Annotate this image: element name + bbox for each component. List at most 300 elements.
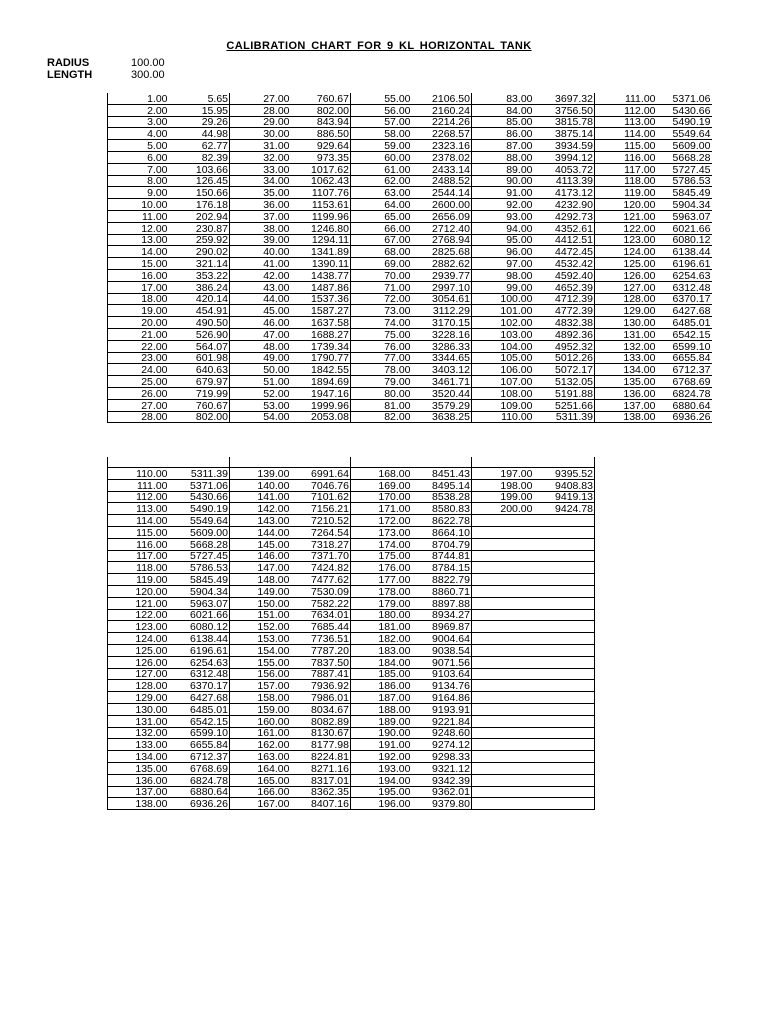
volume-cell bbox=[534, 550, 595, 562]
volume-cell: 5549.64 bbox=[657, 128, 712, 140]
height-cell: 89.00 bbox=[472, 163, 534, 175]
table-row bbox=[108, 140, 712, 152]
volume-cell: 9071.56 bbox=[412, 656, 472, 668]
height-cell: 46.00 bbox=[230, 317, 291, 329]
table-row bbox=[108, 399, 712, 411]
height-cell: 109.00 bbox=[472, 399, 534, 411]
height-cell bbox=[472, 680, 534, 692]
volume-cell bbox=[534, 574, 595, 586]
radius-value: 100.00 bbox=[131, 57, 165, 69]
height-cell: 123.00 bbox=[108, 621, 169, 633]
height-cell: 134.00 bbox=[108, 751, 169, 763]
height-cell: 169.00 bbox=[351, 479, 412, 491]
volume-cell: 230.87 bbox=[169, 222, 230, 234]
height-cell: 55.00 bbox=[351, 93, 412, 104]
height-cell: 130.00 bbox=[108, 703, 169, 715]
height-cell: 83.00 bbox=[472, 93, 534, 104]
height-cell: 5.00 bbox=[108, 140, 169, 152]
height-cell bbox=[472, 751, 534, 763]
volume-cell: 353.22 bbox=[169, 269, 230, 281]
height-cell bbox=[472, 644, 534, 656]
volume-cell bbox=[534, 762, 595, 774]
table-row bbox=[108, 163, 712, 175]
height-cell bbox=[472, 597, 534, 609]
table-row bbox=[108, 199, 712, 211]
height-cell: 187.00 bbox=[351, 692, 412, 704]
height-cell: 137.00 bbox=[595, 399, 657, 411]
height-cell bbox=[472, 562, 534, 574]
volume-cell: 2600.00 bbox=[412, 199, 472, 211]
height-cell: 129.00 bbox=[595, 305, 657, 317]
table-row bbox=[108, 104, 712, 116]
volume-cell: 7156.21 bbox=[291, 503, 351, 515]
height-cell: 105.00 bbox=[472, 352, 534, 364]
height-cell: 119.00 bbox=[595, 187, 657, 199]
volume-cell: 7318.27 bbox=[291, 538, 351, 550]
height-cell: 140.00 bbox=[230, 479, 291, 491]
height-cell: 41.00 bbox=[230, 258, 291, 270]
volume-cell: 2053.08 bbox=[291, 411, 351, 423]
volume-cell: 5430.66 bbox=[169, 491, 230, 503]
height-cell: 47.00 bbox=[230, 328, 291, 340]
height-cell: 24.00 bbox=[108, 364, 169, 376]
volume-cell: 6196.61 bbox=[657, 258, 712, 270]
height-cell: 110.00 bbox=[108, 468, 169, 480]
volume-cell: 526.90 bbox=[169, 328, 230, 340]
height-cell: 116.00 bbox=[595, 151, 657, 163]
volume-cell: 5549.64 bbox=[169, 515, 230, 527]
volume-cell: 6254.63 bbox=[169, 656, 230, 668]
height-cell: 40.00 bbox=[230, 246, 291, 258]
volume-cell: 1688.27 bbox=[291, 328, 351, 340]
volume-cell bbox=[534, 786, 595, 798]
height-cell: 50.00 bbox=[230, 364, 291, 376]
volume-cell: 679.97 bbox=[169, 376, 230, 388]
volume-cell: 8934.27 bbox=[412, 609, 472, 621]
table-row bbox=[108, 798, 595, 810]
volume-cell: 2825.68 bbox=[412, 246, 472, 258]
volume-cell: 9362.01 bbox=[412, 786, 472, 798]
height-cell: 143.00 bbox=[230, 515, 291, 527]
height-cell: 113.00 bbox=[595, 116, 657, 128]
height-cell: 32.00 bbox=[230, 151, 291, 163]
height-cell: 189.00 bbox=[351, 715, 412, 727]
volume-cell: 3520.44 bbox=[412, 387, 472, 399]
height-cell: 76.00 bbox=[351, 340, 412, 352]
height-cell bbox=[472, 798, 534, 810]
height-cell: 60.00 bbox=[351, 151, 412, 163]
volume-cell: 7046.76 bbox=[291, 479, 351, 491]
height-cell: 63.00 bbox=[351, 187, 412, 199]
volume-cell: 2378.02 bbox=[412, 151, 472, 163]
table-row bbox=[108, 656, 595, 668]
volume-cell: 640.63 bbox=[169, 364, 230, 376]
height-cell: 42.00 bbox=[230, 269, 291, 281]
height-cell: 136.00 bbox=[595, 387, 657, 399]
volume-cell: 4652.39 bbox=[534, 281, 595, 293]
height-cell: 168.00 bbox=[351, 468, 412, 480]
volume-cell: 3403.12 bbox=[412, 364, 472, 376]
height-cell: 157.00 bbox=[230, 680, 291, 692]
volume-cell: 7685.44 bbox=[291, 621, 351, 633]
table-row bbox=[108, 703, 595, 715]
height-cell: 192.00 bbox=[351, 751, 412, 763]
volume-cell: 6021.66 bbox=[169, 609, 230, 621]
height-cell: 112.00 bbox=[108, 491, 169, 503]
volume-cell: 6880.64 bbox=[657, 399, 712, 411]
volume-cell: 6991.64 bbox=[291, 468, 351, 480]
volume-cell: 8897.88 bbox=[412, 597, 472, 609]
volume-cell: 1062.43 bbox=[291, 175, 351, 187]
height-cell bbox=[472, 621, 534, 633]
volume-cell: 8860.71 bbox=[412, 585, 472, 597]
height-cell: 88.00 bbox=[472, 151, 534, 163]
height-cell: 144.00 bbox=[230, 526, 291, 538]
height-cell: 112.00 bbox=[595, 104, 657, 116]
height-cell: 68.00 bbox=[351, 246, 412, 258]
height-cell: 126.00 bbox=[595, 269, 657, 281]
height-cell: 8.00 bbox=[108, 175, 169, 187]
height-cell: 172.00 bbox=[351, 515, 412, 527]
height-cell: 166.00 bbox=[230, 786, 291, 798]
volume-cell: 2882.62 bbox=[412, 258, 472, 270]
height-cell: 96.00 bbox=[472, 246, 534, 258]
height-cell: 180.00 bbox=[351, 609, 412, 621]
volume-cell: 9103.64 bbox=[412, 668, 472, 680]
height-cell: 133.00 bbox=[108, 739, 169, 751]
volume-cell: 7210.52 bbox=[291, 515, 351, 527]
table-row bbox=[108, 633, 595, 645]
height-cell: 128.00 bbox=[595, 293, 657, 305]
volume-cell: 8451.43 bbox=[412, 468, 472, 480]
volume-cell: 564.07 bbox=[169, 340, 230, 352]
volume-cell: 9321.12 bbox=[412, 762, 472, 774]
volume-cell: 8034.67 bbox=[291, 703, 351, 715]
volume-cell: 1199.96 bbox=[291, 210, 351, 222]
volume-cell: 886.50 bbox=[291, 128, 351, 140]
volume-cell: 321.14 bbox=[169, 258, 230, 270]
volume-cell: 4412.51 bbox=[534, 234, 595, 246]
volume-cell: 3286.33 bbox=[412, 340, 472, 352]
volume-cell: 9424.78 bbox=[534, 503, 595, 515]
height-cell: 27.00 bbox=[108, 399, 169, 411]
volume-cell: 5371.06 bbox=[657, 93, 712, 104]
volume-cell: 4113.39 bbox=[534, 175, 595, 187]
volume-cell: 6824.78 bbox=[657, 387, 712, 399]
volume-cell: 6485.01 bbox=[169, 703, 230, 715]
height-cell: 86.00 bbox=[472, 128, 534, 140]
height-cell: 99.00 bbox=[472, 281, 534, 293]
volume-cell: 5668.28 bbox=[169, 538, 230, 550]
height-cell bbox=[472, 609, 534, 621]
volume-cell: 5311.39 bbox=[534, 411, 595, 423]
volume-cell: 7887.41 bbox=[291, 668, 351, 680]
height-cell: 193.00 bbox=[351, 762, 412, 774]
height-cell: 19.00 bbox=[108, 305, 169, 317]
volume-cell: 802.00 bbox=[169, 411, 230, 423]
height-cell: 132.00 bbox=[108, 727, 169, 739]
height-cell: 26.00 bbox=[108, 387, 169, 399]
table-row bbox=[108, 116, 712, 128]
volume-cell bbox=[534, 585, 595, 597]
volume-cell: 5490.19 bbox=[657, 116, 712, 128]
volume-cell: 7582.22 bbox=[291, 597, 351, 609]
height-cell: 163.00 bbox=[230, 751, 291, 763]
volume-cell: 8407.16 bbox=[291, 798, 351, 810]
volume-cell: 103.66 bbox=[169, 163, 230, 175]
volume-cell bbox=[534, 798, 595, 810]
volume-cell: 9342.39 bbox=[412, 774, 472, 786]
volume-cell: 5.65 bbox=[169, 93, 230, 104]
height-cell: 178.00 bbox=[351, 585, 412, 597]
height-cell bbox=[472, 774, 534, 786]
height-cell: 117.00 bbox=[595, 163, 657, 175]
volume-cell: 6138.44 bbox=[169, 633, 230, 645]
height-cell: 38.00 bbox=[230, 222, 291, 234]
volume-cell: 490.50 bbox=[169, 317, 230, 329]
volume-cell: 6655.84 bbox=[169, 739, 230, 751]
height-cell: 103.00 bbox=[472, 328, 534, 340]
table-row bbox=[108, 376, 712, 388]
radius-label: RADIUS bbox=[47, 57, 90, 69]
table-row bbox=[108, 692, 595, 704]
volume-cell: 5371.06 bbox=[169, 479, 230, 491]
height-cell: 131.00 bbox=[595, 328, 657, 340]
height-cell: 162.00 bbox=[230, 739, 291, 751]
height-cell: 148.00 bbox=[230, 574, 291, 586]
volume-cell: 9395.52 bbox=[534, 468, 595, 480]
height-cell: 119.00 bbox=[108, 574, 169, 586]
height-cell: 171.00 bbox=[351, 503, 412, 515]
volume-cell: 1894.69 bbox=[291, 376, 351, 388]
volume-cell bbox=[534, 680, 595, 692]
volume-cell: 7736.51 bbox=[291, 633, 351, 645]
volume-cell: 6427.68 bbox=[169, 692, 230, 704]
height-cell: 167.00 bbox=[230, 798, 291, 810]
volume-cell: 6768.69 bbox=[169, 762, 230, 774]
height-cell: 191.00 bbox=[351, 739, 412, 751]
volume-cell: 176.18 bbox=[169, 199, 230, 211]
volume-cell: 601.98 bbox=[169, 352, 230, 364]
volume-cell: 2323.16 bbox=[412, 140, 472, 152]
height-cell: 194.00 bbox=[351, 774, 412, 786]
volume-cell: 6712.37 bbox=[657, 364, 712, 376]
volume-cell: 5963.07 bbox=[169, 597, 230, 609]
spacer-row bbox=[108, 457, 595, 468]
table-row bbox=[108, 411, 712, 423]
height-cell: 153.00 bbox=[230, 633, 291, 645]
volume-cell bbox=[534, 644, 595, 656]
height-cell: 197.00 bbox=[472, 468, 534, 480]
volume-cell: 290.02 bbox=[169, 246, 230, 258]
calibration-table-part-2 bbox=[107, 457, 595, 810]
volume-cell: 1637.58 bbox=[291, 317, 351, 329]
height-cell: 28.00 bbox=[108, 411, 169, 423]
volume-cell: 6936.26 bbox=[169, 798, 230, 810]
height-cell: 94.00 bbox=[472, 222, 534, 234]
height-cell: 123.00 bbox=[595, 234, 657, 246]
volume-cell: 2488.52 bbox=[412, 175, 472, 187]
volume-cell: 9004.64 bbox=[412, 633, 472, 645]
volume-cell: 4772.39 bbox=[534, 305, 595, 317]
table-row bbox=[108, 644, 595, 656]
table-row bbox=[108, 328, 712, 340]
height-cell: 115.00 bbox=[108, 526, 169, 538]
height-cell: 115.00 bbox=[595, 140, 657, 152]
volume-cell: 2997.10 bbox=[412, 281, 472, 293]
height-cell: 101.00 bbox=[472, 305, 534, 317]
volume-cell: 7634.01 bbox=[291, 609, 351, 621]
table-row bbox=[108, 739, 595, 751]
volume-cell: 5490.19 bbox=[169, 503, 230, 515]
volume-cell: 4232.90 bbox=[534, 199, 595, 211]
volume-cell: 6655.84 bbox=[657, 352, 712, 364]
volume-cell: 3579.29 bbox=[412, 399, 472, 411]
height-cell bbox=[472, 585, 534, 597]
volume-cell: 9248.60 bbox=[412, 727, 472, 739]
volume-cell: 5786.53 bbox=[169, 562, 230, 574]
height-cell: 67.00 bbox=[351, 234, 412, 246]
height-cell: 159.00 bbox=[230, 703, 291, 715]
table-row bbox=[108, 621, 595, 633]
table-row bbox=[108, 503, 595, 515]
height-cell bbox=[472, 715, 534, 727]
volume-cell: 2160.24 bbox=[412, 104, 472, 116]
height-cell: 127.00 bbox=[108, 668, 169, 680]
height-cell: 150.00 bbox=[230, 597, 291, 609]
height-cell: 118.00 bbox=[595, 175, 657, 187]
height-cell: 199.00 bbox=[472, 491, 534, 503]
volume-cell: 843.94 bbox=[291, 116, 351, 128]
height-cell: 155.00 bbox=[230, 656, 291, 668]
volume-cell: 760.67 bbox=[291, 93, 351, 104]
height-cell: 146.00 bbox=[230, 550, 291, 562]
height-cell: 113.00 bbox=[108, 503, 169, 515]
volume-cell: 5786.53 bbox=[657, 175, 712, 187]
height-cell: 160.00 bbox=[230, 715, 291, 727]
height-cell: 56.00 bbox=[351, 104, 412, 116]
height-cell: 52.00 bbox=[230, 387, 291, 399]
volume-cell: 9274.12 bbox=[412, 739, 472, 751]
height-cell: 90.00 bbox=[472, 175, 534, 187]
volume-cell: 420.14 bbox=[169, 293, 230, 305]
height-cell: 131.00 bbox=[108, 715, 169, 727]
table-row bbox=[108, 479, 595, 491]
volume-cell bbox=[534, 515, 595, 527]
volume-cell: 8784.15 bbox=[412, 562, 472, 574]
height-cell: 188.00 bbox=[351, 703, 412, 715]
volume-cell: 1017.62 bbox=[291, 163, 351, 175]
page-title: CALIBRATION CHART FOR 9 KL HORIZONTAL TANK bbox=[226, 40, 532, 52]
volume-cell: 1341.89 bbox=[291, 246, 351, 258]
height-cell: 104.00 bbox=[472, 340, 534, 352]
volume-cell bbox=[534, 562, 595, 574]
height-cell: 114.00 bbox=[595, 128, 657, 140]
height-cell: 64.00 bbox=[351, 199, 412, 211]
height-cell: 120.00 bbox=[595, 199, 657, 211]
height-cell bbox=[472, 526, 534, 538]
volume-cell: 8580.83 bbox=[412, 503, 472, 515]
height-cell bbox=[472, 574, 534, 586]
volume-cell: 1153.61 bbox=[291, 199, 351, 211]
height-cell: 125.00 bbox=[108, 644, 169, 656]
height-cell: 11.00 bbox=[108, 210, 169, 222]
height-cell: 12.00 bbox=[108, 222, 169, 234]
volume-cell: 8495.14 bbox=[412, 479, 472, 491]
volume-cell bbox=[534, 538, 595, 550]
height-cell: 17.00 bbox=[108, 281, 169, 293]
volume-cell: 6542.15 bbox=[169, 715, 230, 727]
volume-cell: 7424.82 bbox=[291, 562, 351, 574]
volume-cell: 3638.25 bbox=[412, 411, 472, 423]
table-row bbox=[108, 574, 595, 586]
volume-cell: 9193.91 bbox=[412, 703, 472, 715]
volume-cell bbox=[534, 526, 595, 538]
height-cell: 120.00 bbox=[108, 585, 169, 597]
height-cell: 59.00 bbox=[351, 140, 412, 152]
height-cell: 130.00 bbox=[595, 317, 657, 329]
height-cell: 79.00 bbox=[351, 376, 412, 388]
height-cell: 124.00 bbox=[108, 633, 169, 645]
volume-cell: 6880.64 bbox=[169, 786, 230, 798]
height-cell bbox=[472, 762, 534, 774]
height-cell: 111.00 bbox=[108, 479, 169, 491]
table-row bbox=[108, 786, 595, 798]
volume-cell: 929.64 bbox=[291, 140, 351, 152]
height-cell: 74.00 bbox=[351, 317, 412, 329]
volume-cell: 5963.07 bbox=[657, 210, 712, 222]
volume-cell: 8177.98 bbox=[291, 739, 351, 751]
height-cell: 106.00 bbox=[472, 364, 534, 376]
height-cell: 61.00 bbox=[351, 163, 412, 175]
volume-cell: 6370.17 bbox=[657, 293, 712, 305]
volume-cell: 5727.45 bbox=[169, 550, 230, 562]
volume-cell: 9134.76 bbox=[412, 680, 472, 692]
height-cell: 173.00 bbox=[351, 526, 412, 538]
height-cell: 114.00 bbox=[108, 515, 169, 527]
table-row bbox=[108, 305, 712, 317]
height-cell: 77.00 bbox=[351, 352, 412, 364]
volume-cell: 2768.94 bbox=[412, 234, 472, 246]
volume-cell: 3934.59 bbox=[534, 140, 595, 152]
height-cell: 82.00 bbox=[351, 411, 412, 423]
height-cell: 185.00 bbox=[351, 668, 412, 680]
volume-cell: 5609.00 bbox=[169, 526, 230, 538]
height-cell: 87.00 bbox=[472, 140, 534, 152]
volume-cell: 9298.33 bbox=[412, 751, 472, 763]
volume-cell: 4892.36 bbox=[534, 328, 595, 340]
table-row bbox=[108, 234, 712, 246]
height-cell: 35.00 bbox=[230, 187, 291, 199]
height-cell: 165.00 bbox=[230, 774, 291, 786]
table-row bbox=[108, 491, 595, 503]
height-cell: 73.00 bbox=[351, 305, 412, 317]
height-cell: 91.00 bbox=[472, 187, 534, 199]
height-cell: 78.00 bbox=[351, 364, 412, 376]
height-cell: 30.00 bbox=[230, 128, 291, 140]
table-row bbox=[108, 468, 595, 480]
height-cell: 149.00 bbox=[230, 585, 291, 597]
table-row bbox=[108, 727, 595, 739]
height-cell: 127.00 bbox=[595, 281, 657, 293]
height-cell bbox=[472, 656, 534, 668]
height-cell: 22.00 bbox=[108, 340, 169, 352]
volume-cell: 15.95 bbox=[169, 104, 230, 116]
volume-cell bbox=[534, 633, 595, 645]
volume-cell: 4352.61 bbox=[534, 222, 595, 234]
volume-cell: 8664.10 bbox=[412, 526, 472, 538]
volume-cell: 4472.45 bbox=[534, 246, 595, 258]
